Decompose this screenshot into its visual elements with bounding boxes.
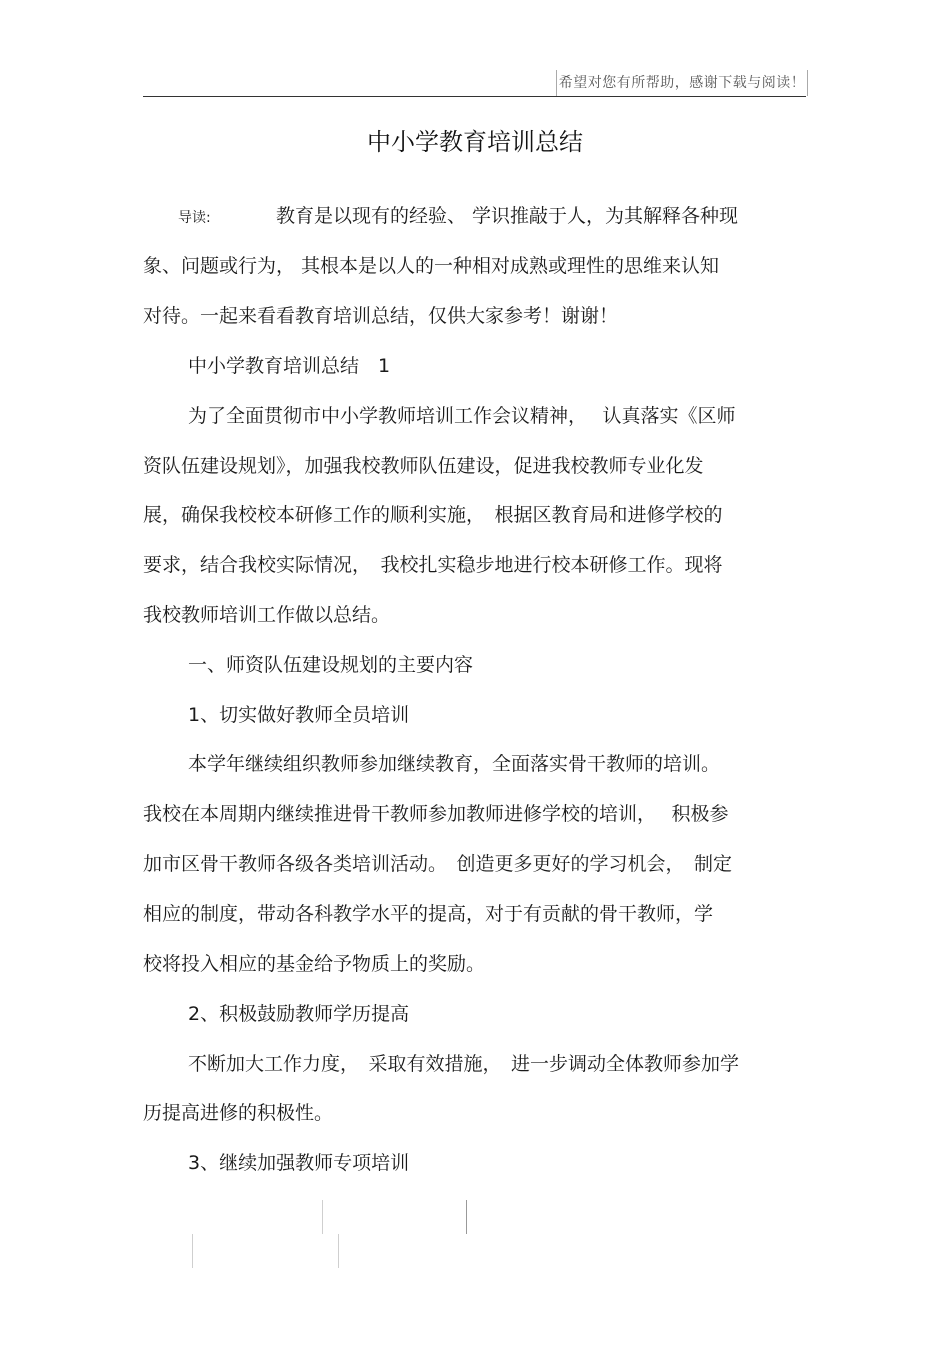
paragraph-line: 要求，结合我校实际情况， 我校扎实稳步地进行校本研修工作。现将 — [143, 554, 723, 576]
paragraph-line: 本学年继续组织教师参加继续教育，全面落实骨干教师的培训。 — [188, 753, 721, 775]
subsection-heading: 2、积极鼓励教师学历提高 — [188, 1003, 410, 1025]
subsection-heading: 1、切实做好教师全员培训 — [188, 704, 410, 726]
document-body — [143, 0, 808, 1345]
decorative-divider — [322, 1200, 323, 1234]
decorative-divider — [338, 1234, 339, 1268]
lead-label: 导读: — [178, 210, 211, 226]
paragraph-line: 资队伍建设规划》，加强我校教师队伍建设，促进我校教师专业化发 — [143, 455, 704, 477]
paragraph-line: 校将投入相应的基金给予物质上的奖励。 — [143, 953, 486, 975]
paragraph-line: 对待。一起来看看教育培训总结，仅供大家参考！谢谢！ — [143, 305, 619, 327]
page-title: 中小学教育培训总结 — [367, 128, 583, 156]
paragraph-line: 加市区骨干教师各级各类培训活动。 创造更多更好的学习机会， 制定 — [143, 853, 733, 875]
paragraph-line: 为了全面贯彻市中小学教师培训工作会议精神， 认真落实《区师 — [188, 405, 736, 427]
paragraph-line: 展，确保我校校本研修工作的顺利实施， 根据区教育局和进修学校的 — [143, 504, 723, 526]
paragraph-line: 象、问题或行为， 其根本是以人的一种相对成熟或理性的思维来认知 — [143, 255, 720, 277]
paragraph-line: 教育是以现有的经验、 学识推敲于人，为其解释各种现 — [276, 205, 739, 227]
paragraph-line: 历提高进修的积极性。 — [143, 1102, 334, 1124]
paragraph-line: 相应的制度，带动各科教学水平的提高，对于有贡献的骨干教师，学 — [143, 903, 714, 925]
header-banner: 希望对您有所帮助，感谢下载与阅读！ — [556, 70, 808, 96]
paragraph-line: 不断加大工作力度， 采取有效措施， 进一步调动全体教师参加学 — [188, 1053, 740, 1075]
paragraph-line: 我校教师培训工作做以总结。 — [143, 604, 391, 626]
decorative-divider — [466, 1200, 467, 1234]
section-heading: 中小学教育培训总结 1 — [188, 355, 391, 377]
section-heading: 一、师资队伍建设规划的主要内容 — [188, 654, 474, 676]
subsection-heading: 3、继续加强教师专项培训 — [188, 1152, 410, 1174]
decorative-divider — [192, 1234, 193, 1268]
paragraph-line: 我校在本周期内继续推进骨干教师参加教师进修学校的培训， 积极参 — [143, 803, 729, 825]
